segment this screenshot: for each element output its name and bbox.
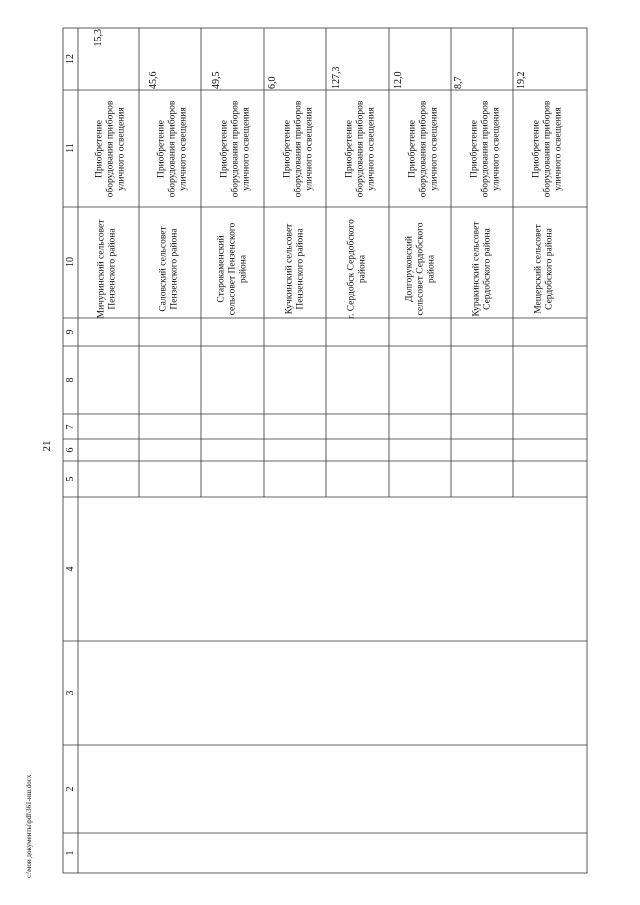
- column-header-1: 1: [64, 850, 76, 856]
- column-header-5: 5: [64, 476, 76, 482]
- table-cell-recipient: г. Сердобск Сердобского района: [346, 219, 368, 319]
- file-path-footer: c:\мои документы\pdl\361-нш.docx: [25, 774, 33, 878]
- column-header-3: 3: [64, 690, 76, 696]
- table-cell-purpose: Приобретение оборудования приборов уличного освещения: [407, 100, 439, 198]
- table-cell-purpose: Приобретение оборудования приборов уличного освещения: [344, 100, 376, 198]
- column-header-8: 8: [64, 377, 76, 383]
- table-cell-amount: 49,5: [210, 71, 222, 89]
- page-number: 21: [41, 440, 53, 452]
- table-cell-purpose: Приобретение оборудования приборов уличного освещения: [156, 100, 188, 198]
- table-cell-amount: 15,3: [92, 29, 104, 47]
- table-cell-recipient: Куракинский сельсовет Сердобского района: [471, 221, 493, 317]
- table-cell-amount: 19,2: [515, 71, 527, 89]
- table-cell-amount: 12,0: [392, 71, 404, 89]
- table-cell-amount: 127,3: [330, 66, 342, 89]
- column-header-7: 7: [64, 424, 76, 430]
- column-header-9: 9: [64, 329, 76, 335]
- table-cell-purpose: Приобретение оборудования приборов уличного освещения: [531, 100, 563, 198]
- column-header-2: 2: [64, 786, 76, 792]
- column-header-6: 6: [64, 447, 76, 453]
- table-cell-recipient: Старокаменский сельсовет Пензенского района: [216, 222, 248, 316]
- table-cell-purpose: Приобретение оборудования приборов уличного освещения: [94, 100, 126, 198]
- column-header-4: 4: [64, 566, 76, 572]
- table-cell-recipient: Мичуринский сельсовет Пензенского района: [96, 219, 118, 319]
- table-cell-purpose: Приобретение оборудования приборов уличного освещения: [469, 100, 501, 198]
- column-header-11: 11: [64, 143, 76, 153]
- table-cell-amount: 6,0: [266, 76, 278, 89]
- table-cell-recipient: Мещерский сельсовет Сердобского района: [533, 224, 555, 314]
- table-cell-recipient: Долгоруковский сельсовет Сердобского района: [404, 222, 436, 316]
- table-cell-amount: 45,6: [147, 71, 159, 89]
- column-header-10: 10: [64, 257, 76, 267]
- table-cell-recipient: Кучкинский сельсовет Пензенского района: [284, 223, 306, 315]
- table-cell-recipient: Саловский сельсовет Пензенского района: [158, 226, 180, 312]
- table-cell-purpose: Приобретение оборудования приборов уличного освещения: [282, 100, 314, 198]
- table-cell-amount: 8,7: [452, 76, 464, 89]
- column-header-12: 12: [64, 54, 76, 64]
- table-cell-purpose: Приобретение оборудования приборов уличного освещения: [219, 100, 251, 198]
